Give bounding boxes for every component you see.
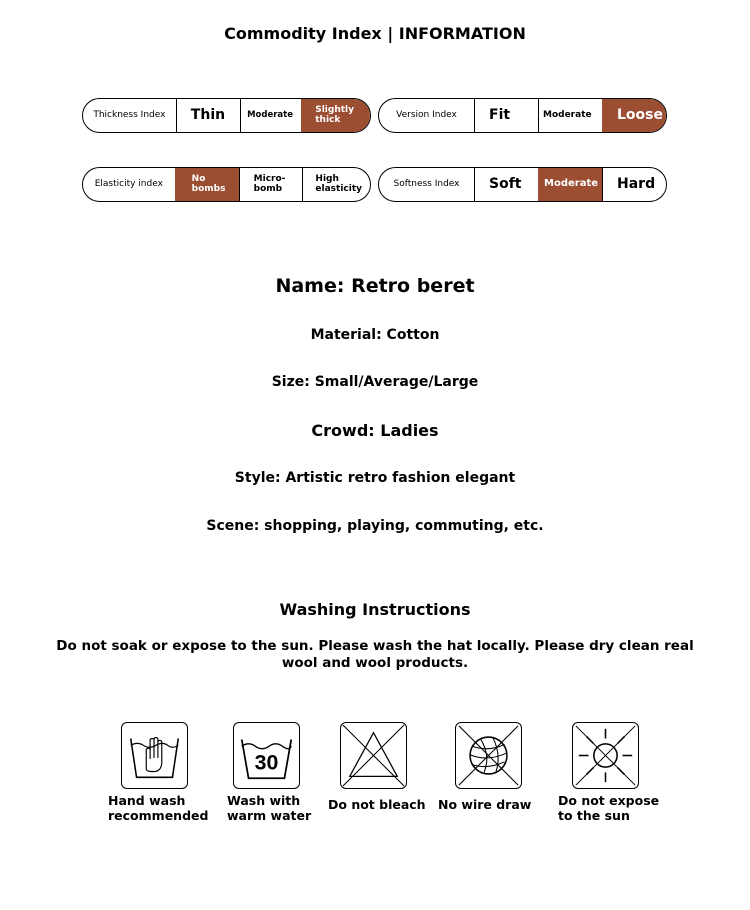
softness-option-soft: Soft bbox=[474, 168, 538, 201]
product-scene: Scene: shopping, playing, commuting, etc. bbox=[206, 518, 544, 534]
thickness-index-label: Thickness Index bbox=[93, 109, 166, 120]
wash-temperature: 30 bbox=[254, 750, 279, 775]
page-title: Commodity Index | INFORMATION bbox=[224, 24, 526, 43]
elasticity-option-micro-bomb: Micro-bomb bbox=[239, 168, 303, 201]
thickness-option-slightly-thick: Slightly thick bbox=[301, 99, 370, 132]
softness-index-label: Softness Index bbox=[393, 178, 460, 189]
no-sun-label: Do not expose to the sun bbox=[558, 793, 660, 823]
wash-30-icon bbox=[233, 722, 300, 789]
version-index-label: Version Index bbox=[396, 109, 457, 120]
no-sun-icon bbox=[572, 722, 639, 789]
product-size: Size: Small/Average/Large bbox=[271, 374, 479, 390]
elasticity-index-bar bbox=[82, 167, 371, 202]
softness-index-bar bbox=[378, 167, 667, 202]
thickness-index-bar bbox=[82, 98, 371, 133]
no-bleach-icon bbox=[340, 722, 407, 789]
washing-title: Washing Instructions bbox=[279, 600, 471, 619]
product-crowd: Crowd: Ladies bbox=[311, 421, 439, 440]
hand-wash-label: Hand wash recommended bbox=[108, 793, 209, 823]
thickness-option-thin: Thin bbox=[176, 99, 240, 132]
washing-text: Do not soak or expose to the sun. Please wash the hat locally. Please dry clean real wool and wool products. bbox=[56, 638, 694, 671]
version-option-loose: Loose bbox=[602, 99, 666, 132]
no-wire-draw-label: No wire draw bbox=[438, 797, 532, 812]
version-option-fit: Fit bbox=[474, 99, 538, 132]
softness-option-moderate: Moderate bbox=[538, 168, 602, 201]
product-style: Style: Artistic retro fashion elegant bbox=[234, 470, 516, 486]
no-wire-draw-icon bbox=[455, 722, 522, 789]
product-name: Name: Retro beret bbox=[275, 275, 475, 297]
wash-warm-water-label: Wash with warm water bbox=[227, 793, 312, 823]
hand-wash-icon bbox=[121, 722, 188, 789]
version-index-bar bbox=[378, 98, 667, 133]
thickness-option-moderate: Moderate bbox=[240, 99, 301, 132]
version-option-moderate: Moderate bbox=[538, 99, 602, 132]
elasticity-option-no-bombs: No bombs bbox=[175, 168, 239, 201]
no-bleach-label: Do not bleach bbox=[328, 797, 426, 812]
elasticity-option-high-elasticity: High elasticity bbox=[302, 168, 370, 201]
product-material: Material: Cotton bbox=[310, 327, 440, 343]
softness-option-hard: Hard bbox=[602, 168, 666, 201]
elasticity-index-label: Elasticity index bbox=[94, 178, 163, 189]
